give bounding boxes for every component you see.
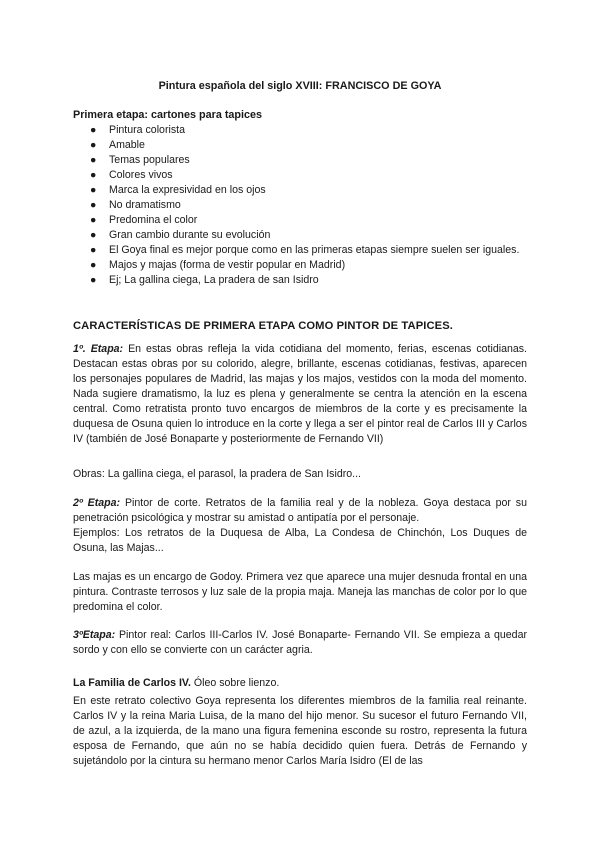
paragraph-majas: Las majas es un encargo de Godoy. Primera vez que aparece una mujer desnuda frontal en una pintura. Contraste terrosos y luz sale de la propia maja. Maneja las manchas de color por lo que predomina el color. bbox=[73, 571, 527, 613]
bullet-dot-icon: ● bbox=[90, 139, 97, 151]
bullet-dot-icon: ● bbox=[90, 169, 97, 181]
bullet-item bbox=[73, 153, 527, 168]
paragraph-etapa-1 bbox=[73, 342, 527, 447]
bullet-item bbox=[73, 243, 527, 258]
bullet-text: Gran cambio durante su evolución bbox=[109, 229, 271, 241]
bullet-text: Ej; La gallina ciega, La pradera de san Isidro bbox=[109, 274, 319, 286]
paragraph-etapa-2 bbox=[73, 496, 527, 526]
etapa-2-text: Pintor de corte. Retratos de la familia real y de la nobleza. Goya destaca por su penetración psicológica y mostrar su amistad o antipatía por el personaje. bbox=[73, 497, 527, 524]
bullet-item bbox=[73, 183, 527, 198]
bullet-text: No dramatismo bbox=[109, 199, 181, 211]
bullet-dot-icon: ● bbox=[90, 199, 97, 211]
etapa-3-label: 3ºEtapa: bbox=[73, 629, 116, 641]
etapa-3-text: Pintor real: Carlos III-Carlos IV. José Bonaparte- Fernando VII. Se empieza a quedar sordo y con ello se convierte con un carácter agria. bbox=[73, 629, 527, 656]
bullet-text: Colores vivos bbox=[109, 169, 173, 181]
bullet-item bbox=[73, 258, 527, 273]
bullet-text: Pintura colorista bbox=[109, 124, 185, 136]
paragraph-ejemplos: Ejemplos: Los retratos de la Duquesa de Alba, La Condesa de Chinchón, Los Duques de Osuna, las Majas... bbox=[73, 527, 527, 554]
bullet-text: Amable bbox=[109, 139, 145, 151]
section-heading-primera-etapa: Primera etapa: cartones para tapices bbox=[73, 109, 263, 121]
bullet-item bbox=[73, 198, 527, 213]
familia-title-bold: La Familia de Carlos IV. bbox=[73, 677, 191, 689]
bullet-dot-icon: ● bbox=[90, 124, 97, 136]
bullet-dot-icon: ● bbox=[90, 244, 97, 256]
familia-heading bbox=[73, 676, 527, 691]
bullet-text: Temas populares bbox=[109, 154, 190, 166]
etapa-2-label: 2º Etapa: bbox=[73, 497, 121, 509]
familia-title-rest: Óleo sobre lienzo. bbox=[190, 677, 280, 689]
document-title: Pintura española del siglo XVIII: FRANCISCO DE GOYA bbox=[158, 80, 442, 92]
bullet-item bbox=[73, 123, 527, 138]
paragraph-etapa-3 bbox=[73, 628, 527, 658]
bullet-list bbox=[73, 123, 527, 288]
bullet-item bbox=[73, 138, 527, 153]
etapa-1-label: 1º. Etapa: bbox=[73, 343, 124, 355]
bullet-dot-icon: ● bbox=[90, 259, 97, 271]
paragraph-familia: En este retrato colectivo Goya representa los diferentes miembros de la familia real reinante. Carlos IV y la reina Maria Luisa, de la mano del hijo menor. Su sucesor el futuro Fernando VII, de azul, a la izquierda, de la mano una figura femenina esconde su rostro, representa la futura esposa de Fernando, que aún no se había decidido quien fuera. Detrás de Fernando y sujetándolo por la cintura su hermano menor Carlos María Isidro (El de las bbox=[73, 695, 527, 767]
etapa-1-text: En estas obras refleja la vida cotidiana del momento, ferias, escenas cotidianas. Destacan estas obras por su colorido, alegre, brillante, escenas cotidianas, festivas, aparecen los personajes populares de Madrid, las majas y los majos, vestidos con la moda del momento. Nada sugiere dramatismo, la luz es plena y generalmente se centra la atención en la escena central. Como retratista pronto tuvo encargos de miembros de la corte y es precisamente la duquesa de Osuna quien lo introduce en la corte y llega a ser el pintor real de Carlos III y Carlos IV (también de José Bonaparte y posteriormente de Fernando VII) bbox=[73, 343, 527, 445]
bullet-dot-icon: ● bbox=[90, 184, 97, 196]
bullet-dot-icon: ● bbox=[90, 154, 97, 166]
bullet-text: El Goya final es mejor porque como en las primeras etapas siempre suelen ser iguales. bbox=[109, 244, 520, 256]
bullet-item bbox=[73, 168, 527, 183]
bullet-text: Marca la expresividad en los ojos bbox=[109, 184, 266, 196]
bullet-item bbox=[73, 213, 527, 228]
bullet-dot-icon: ● bbox=[90, 214, 97, 226]
bullet-item bbox=[73, 228, 527, 243]
bullet-text: Predomina el color bbox=[109, 214, 198, 226]
paragraph-obras: Obras: La gallina ciega, el parasol, la pradera de San Isidro... bbox=[73, 468, 361, 480]
bullet-item bbox=[73, 273, 527, 288]
section-heading-caracteristicas: CARACTERÍSTICAS DE PRIMERA ETAPA COMO PINTOR DE TAPICES. bbox=[73, 320, 453, 332]
bullet-dot-icon: ● bbox=[90, 229, 97, 241]
bullet-dot-icon: ● bbox=[90, 274, 97, 286]
bullet-text: Majos y majas (forma de vestir popular en Madrid) bbox=[109, 259, 346, 271]
